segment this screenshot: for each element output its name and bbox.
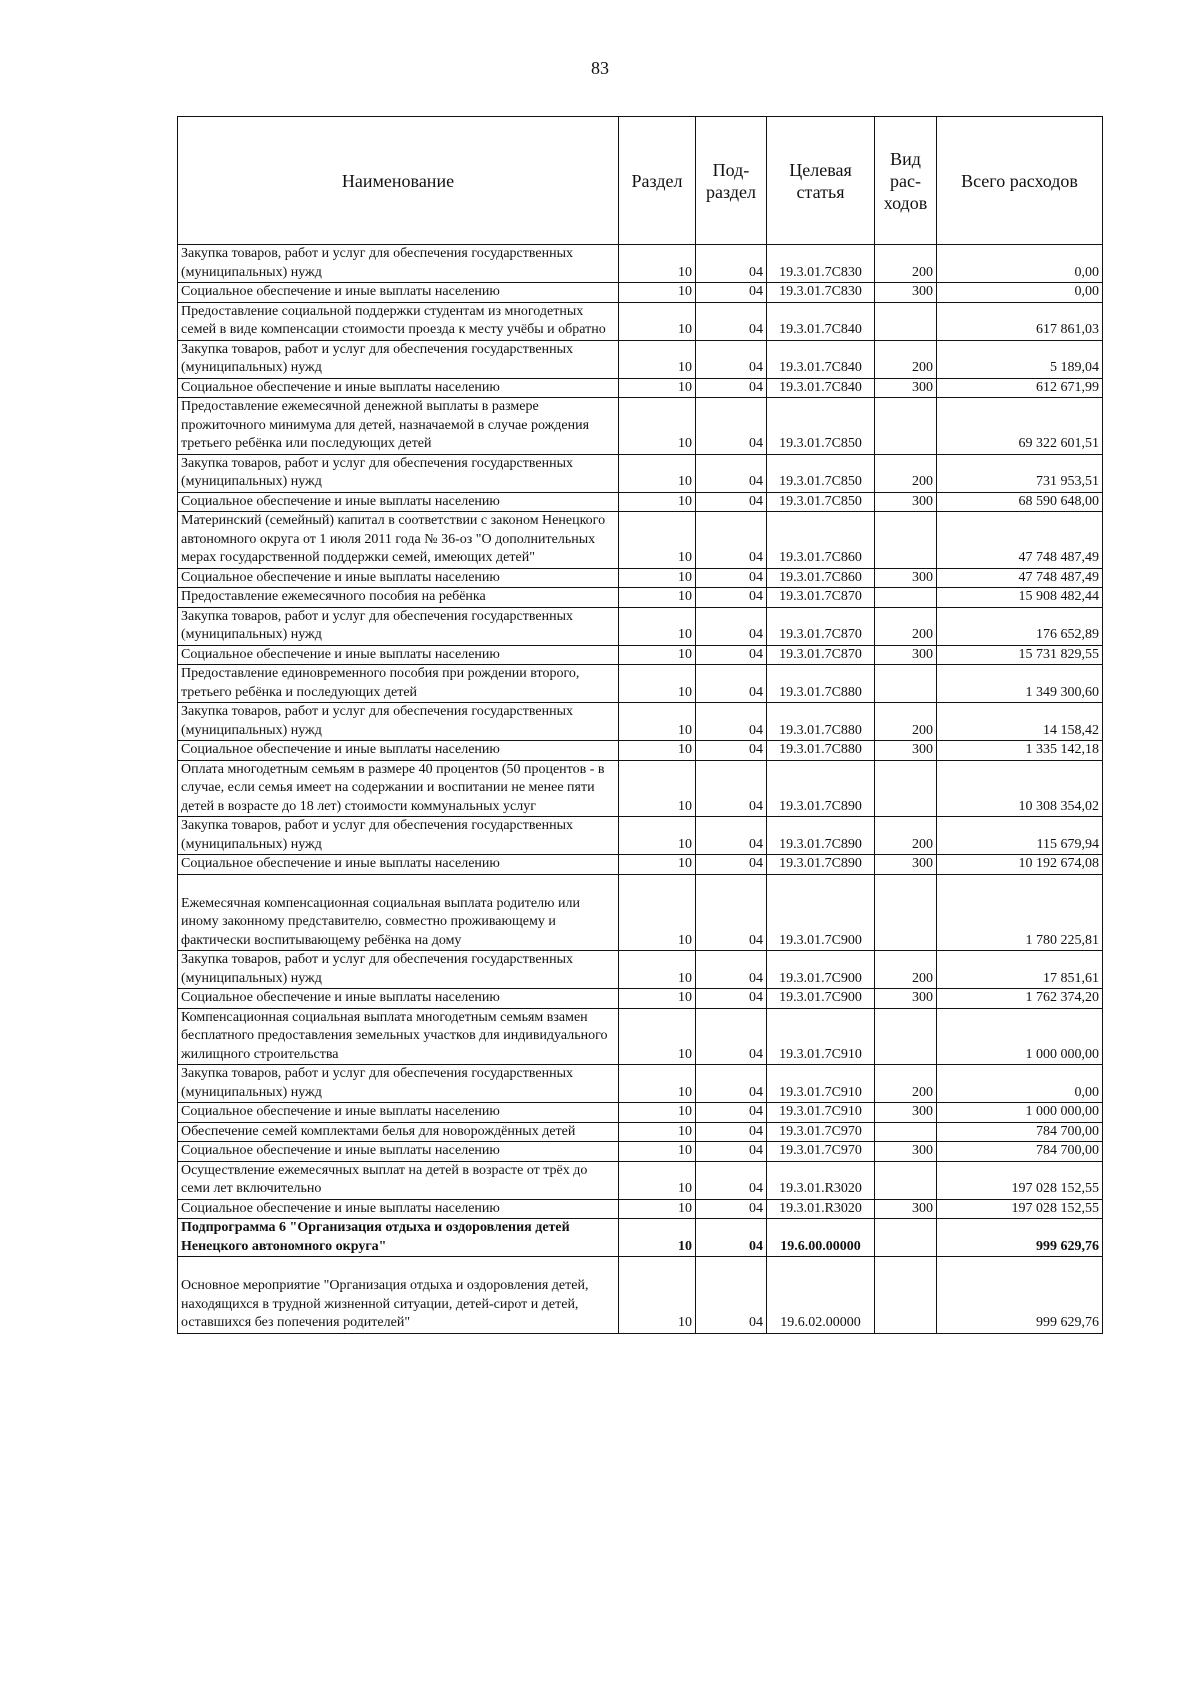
- cell-total: 1 335 142,18: [937, 741, 1103, 761]
- table-row: [178, 1122, 1103, 1142]
- cell-subsection: 04: [696, 645, 767, 665]
- cell-total: 1 762 374,20: [937, 989, 1103, 1009]
- table-row: [178, 874, 1103, 951]
- cell-type: 300: [875, 741, 937, 761]
- cell-name: Подпрограмма 6 "Организация отдыха и оздоровления детей Ненецкого автономного округа": [178, 1219, 619, 1257]
- table-row: [178, 760, 1103, 817]
- cell-type: [875, 1161, 937, 1199]
- cell-code: 19.6.00.00000: [767, 1219, 875, 1257]
- cell-total: 10 308 354,02: [937, 760, 1103, 817]
- cell-name: Закупка товаров, работ и услуг для обеспечения государственных (муниципальных) нужд: [178, 1065, 619, 1103]
- header-section: Раздел: [619, 117, 696, 245]
- cell-total: 47 748 487,49: [937, 512, 1103, 569]
- cell-name: Компенсационная социальная выплата многодетным семьям взамен бесплатного предоставления земельных участков для индивидуального жилищного строительства: [178, 1008, 619, 1065]
- cell-code: 19.3.01.7С900: [767, 989, 875, 1009]
- cell-code: 19.3.01.7С910: [767, 1103, 875, 1123]
- cell-name: Социальное обеспечение и иные выплаты населению: [178, 378, 619, 398]
- table-row: [178, 855, 1103, 875]
- cell-total: 0,00: [937, 283, 1103, 303]
- cell-name: Обеспечение семей комплектами белья для новорождённых детей: [178, 1122, 619, 1142]
- table-row: [178, 588, 1103, 608]
- cell-code: 19.3.01.7С880: [767, 665, 875, 703]
- cell-type: 200: [875, 1065, 937, 1103]
- cell-code: 19.3.01.7С850: [767, 492, 875, 512]
- cell-total: 1 349 300,60: [937, 665, 1103, 703]
- cell-total: 1 780 225,81: [937, 874, 1103, 951]
- cell-total: 731 953,51: [937, 454, 1103, 492]
- cell-total: 69 322 601,51: [937, 398, 1103, 455]
- table-row: [178, 245, 1103, 283]
- cell-subsection: 04: [696, 855, 767, 875]
- cell-name: Закупка товаров, работ и услуг для обеспечения государственных (муниципальных) нужд: [178, 340, 619, 378]
- cell-section: 10: [619, 874, 696, 951]
- cell-total: 10 192 674,08: [937, 855, 1103, 875]
- cell-section: 10: [619, 607, 696, 645]
- table-row: [178, 302, 1103, 340]
- cell-section: 10: [619, 492, 696, 512]
- cell-total: 0,00: [937, 245, 1103, 283]
- header-total: Всего расходов: [937, 117, 1103, 245]
- cell-subsection: 04: [696, 703, 767, 741]
- cell-name: Закупка товаров, работ и услуг для обеспечения государственных (муниципальных) нужд: [178, 245, 619, 283]
- cell-type: [875, 398, 937, 455]
- table-row: [178, 492, 1103, 512]
- header-expense-type: Вид рас-ходов: [875, 117, 937, 245]
- cell-total: 999 629,76: [937, 1257, 1103, 1334]
- cell-type: 200: [875, 951, 937, 989]
- cell-section: 10: [619, 741, 696, 761]
- cell-name: Социальное обеспечение и иные выплаты населению: [178, 989, 619, 1009]
- cell-code: 19.3.01.7С840: [767, 340, 875, 378]
- cell-code: 19.3.01.7С830: [767, 245, 875, 283]
- table-row: [178, 1161, 1103, 1199]
- cell-type: [875, 1008, 937, 1065]
- cell-subsection: 04: [696, 398, 767, 455]
- table-row: [178, 1065, 1103, 1103]
- cell-code: 19.3.01.7С830: [767, 283, 875, 303]
- cell-code: 19.3.01.7С850: [767, 398, 875, 455]
- cell-subsection: 04: [696, 302, 767, 340]
- cell-name: Оплата многодетным семьям в размере 40 процентов (50 процентов - в случае, если семья имеет на содержании и воспитании не менее пяти детей в возрасте до 18 лет) стоимости коммунальных услуг: [178, 760, 619, 817]
- cell-subsection: 04: [696, 1142, 767, 1162]
- cell-type: 200: [875, 340, 937, 378]
- table-row: [178, 454, 1103, 492]
- cell-code: 19.3.01.R3020: [767, 1199, 875, 1219]
- cell-total: 1 000 000,00: [937, 1008, 1103, 1065]
- table-row: [178, 1219, 1103, 1257]
- cell-type: 300: [875, 645, 937, 665]
- cell-name: Основное мероприятие "Организация отдыха и оздоровления детей, находящихся в трудной жизненной ситуации, детей-сирот и детей, оставшихся без попечения родителей": [178, 1257, 619, 1334]
- cell-section: 10: [619, 817, 696, 855]
- table-row: [178, 1257, 1103, 1334]
- cell-name: Закупка товаров, работ и услуг для обеспечения государственных (муниципальных) нужд: [178, 454, 619, 492]
- table-row: [178, 378, 1103, 398]
- cell-type: [875, 512, 937, 569]
- cell-name: Закупка товаров, работ и услуг для обеспечения государственных (муниципальных) нужд: [178, 817, 619, 855]
- table-row: [178, 607, 1103, 645]
- cell-type: [875, 1219, 937, 1257]
- cell-name: Социальное обеспечение и иные выплаты населению: [178, 283, 619, 303]
- cell-subsection: 04: [696, 1199, 767, 1219]
- cell-type: [875, 302, 937, 340]
- cell-section: 10: [619, 378, 696, 398]
- cell-section: 10: [619, 1199, 696, 1219]
- cell-section: 10: [619, 283, 696, 303]
- cell-total: 784 700,00: [937, 1142, 1103, 1162]
- cell-name: Социальное обеспечение и иные выплаты населению: [178, 1199, 619, 1219]
- cell-type: 300: [875, 1199, 937, 1219]
- cell-code: 19.3.01.7С870: [767, 645, 875, 665]
- cell-code: 19.3.01.7С840: [767, 302, 875, 340]
- cell-type: 300: [875, 378, 937, 398]
- cell-section: 10: [619, 1122, 696, 1142]
- cell-section: 10: [619, 512, 696, 569]
- table-row: [178, 989, 1103, 1009]
- cell-code: 19.3.01.7С840: [767, 378, 875, 398]
- cell-name: Предоставление социальной поддержки студентам из многодетных семей в виде компенсации стоимости проезда к месту учёбы и обратно: [178, 302, 619, 340]
- cell-type: [875, 1257, 937, 1334]
- table-row: [178, 951, 1103, 989]
- cell-name: Социальное обеспечение и иные выплаты населению: [178, 1103, 619, 1123]
- cell-total: 197 028 152,55: [937, 1199, 1103, 1219]
- cell-subsection: 04: [696, 454, 767, 492]
- cell-subsection: 04: [696, 340, 767, 378]
- table-row: [178, 340, 1103, 378]
- cell-subsection: 04: [696, 1257, 767, 1334]
- table-row: [178, 665, 1103, 703]
- header-subsection: Под-раздел: [696, 117, 767, 245]
- cell-total: 0,00: [937, 1065, 1103, 1103]
- cell-name: Социальное обеспечение и иные выплаты населению: [178, 855, 619, 875]
- cell-subsection: 04: [696, 665, 767, 703]
- cell-total: 68 590 648,00: [937, 492, 1103, 512]
- cell-total: 617 861,03: [937, 302, 1103, 340]
- cell-code: 19.3.01.7С860: [767, 512, 875, 569]
- cell-type: 200: [875, 245, 937, 283]
- header-target-article: Целевая статья: [767, 117, 875, 245]
- cell-section: 10: [619, 454, 696, 492]
- cell-subsection: 04: [696, 951, 767, 989]
- page-number: 83: [591, 58, 609, 78]
- cell-section: 10: [619, 1103, 696, 1123]
- cell-name: Материнский (семейный) капитал в соответствии с законом Ненецкого автономного округа от 1 июля 2011 года № 36-оз "О дополнительных мерах государственной поддержки семей, имеющих детей": [178, 512, 619, 569]
- cell-code: 19.3.01.7С850: [767, 454, 875, 492]
- cell-section: 10: [619, 398, 696, 455]
- cell-code: 19.3.01.7С880: [767, 703, 875, 741]
- cell-subsection: 04: [696, 1065, 767, 1103]
- cell-total: 47 748 487,49: [937, 568, 1103, 588]
- cell-name: Социальное обеспечение и иные выплаты населению: [178, 492, 619, 512]
- cell-name: Закупка товаров, работ и услуг для обеспечения государственных (муниципальных) нужд: [178, 951, 619, 989]
- cell-type: [875, 760, 937, 817]
- cell-name: Социальное обеспечение и иные выплаты населению: [178, 741, 619, 761]
- cell-total: 15 908 482,44: [937, 588, 1103, 608]
- cell-subsection: 04: [696, 512, 767, 569]
- cell-name: Закупка товаров, работ и услуг для обеспечения государственных (муниципальных) нужд: [178, 703, 619, 741]
- cell-total: 784 700,00: [937, 1122, 1103, 1142]
- cell-section: 10: [619, 340, 696, 378]
- cell-name: Предоставление ежемесячной денежной выплаты в размере прожиточного минимума для детей, назначаемой в случае рождения третьего ребёнка или последующих детей: [178, 398, 619, 455]
- cell-section: 10: [619, 645, 696, 665]
- cell-code: 19.6.02.00000: [767, 1257, 875, 1334]
- cell-subsection: 04: [696, 245, 767, 283]
- cell-section: 10: [619, 989, 696, 1009]
- cell-subsection: 04: [696, 1008, 767, 1065]
- cell-section: 10: [619, 1257, 696, 1334]
- table-row: [178, 703, 1103, 741]
- cell-code: 19.3.01.7С900: [767, 951, 875, 989]
- cell-type: 300: [875, 855, 937, 875]
- cell-section: 10: [619, 245, 696, 283]
- cell-total: 197 028 152,55: [937, 1161, 1103, 1199]
- table-row: [178, 568, 1103, 588]
- cell-code: 19.3.01.7С910: [767, 1008, 875, 1065]
- header-name: Наименование: [178, 117, 619, 245]
- cell-type: 200: [875, 607, 937, 645]
- cell-subsection: 04: [696, 283, 767, 303]
- cell-code: 19.3.01.7С970: [767, 1122, 875, 1142]
- budget-table: [177, 116, 1103, 1334]
- table-row: [178, 645, 1103, 665]
- cell-code: 19.3.01.7С910: [767, 1065, 875, 1103]
- cell-section: 10: [619, 1219, 696, 1257]
- cell-code: 19.3.01.7С870: [767, 588, 875, 608]
- cell-code: 19.3.01.7С900: [767, 874, 875, 951]
- cell-type: 200: [875, 454, 937, 492]
- cell-type: [875, 1122, 937, 1142]
- cell-total: 14 158,42: [937, 703, 1103, 741]
- cell-subsection: 04: [696, 1161, 767, 1199]
- cell-type: [875, 874, 937, 951]
- table-row: [178, 398, 1103, 455]
- cell-section: 10: [619, 855, 696, 875]
- cell-name: Социальное обеспечение и иные выплаты населению: [178, 645, 619, 665]
- table-row: [178, 741, 1103, 761]
- cell-section: 10: [619, 1065, 696, 1103]
- table-row: [178, 1008, 1103, 1065]
- cell-code: 19.3.01.7С890: [767, 760, 875, 817]
- cell-total: 999 629,76: [937, 1219, 1103, 1257]
- cell-type: 300: [875, 568, 937, 588]
- cell-subsection: 04: [696, 817, 767, 855]
- cell-section: 10: [619, 703, 696, 741]
- cell-subsection: 04: [696, 568, 767, 588]
- cell-name: Предоставление ежемесячного пособия на ребёнка: [178, 588, 619, 608]
- cell-total: 17 851,61: [937, 951, 1103, 989]
- cell-total: 5 189,04: [937, 340, 1103, 378]
- table-row: [178, 817, 1103, 855]
- cell-type: [875, 665, 937, 703]
- cell-type: 300: [875, 989, 937, 1009]
- cell-name: Социальное обеспечение и иные выплаты населению: [178, 1142, 619, 1162]
- cell-section: 10: [619, 951, 696, 989]
- cell-section: 10: [619, 568, 696, 588]
- cell-section: 10: [619, 302, 696, 340]
- cell-subsection: 04: [696, 1122, 767, 1142]
- table-row: [178, 1103, 1103, 1123]
- cell-type: [875, 588, 937, 608]
- cell-type: 200: [875, 703, 937, 741]
- cell-code: 19.3.01.7С870: [767, 607, 875, 645]
- cell-name: Предоставление единовременного пособия при рождении второго, третьего ребёнка и последующих детей: [178, 665, 619, 703]
- cell-subsection: 04: [696, 1219, 767, 1257]
- table-body: [178, 245, 1103, 1334]
- cell-subsection: 04: [696, 989, 767, 1009]
- cell-name: Осуществление ежемесячных выплат на детей в возрасте от трёх до семи лет включительно: [178, 1161, 619, 1199]
- cell-section: 10: [619, 1142, 696, 1162]
- cell-code: 19.3.01.R3020: [767, 1161, 875, 1199]
- table-row: [178, 1199, 1103, 1219]
- cell-type: 300: [875, 1103, 937, 1123]
- cell-total: 15 731 829,55: [937, 645, 1103, 665]
- cell-name: Закупка товаров, работ и услуг для обеспечения государственных (муниципальных) нужд: [178, 607, 619, 645]
- cell-code: 19.3.01.7С970: [767, 1142, 875, 1162]
- table-header-row: [178, 117, 1103, 245]
- cell-section: 10: [619, 665, 696, 703]
- cell-total: 1 000 000,00: [937, 1103, 1103, 1123]
- cell-section: 10: [619, 1161, 696, 1199]
- cell-type: 200: [875, 817, 937, 855]
- cell-total: 176 652,89: [937, 607, 1103, 645]
- cell-type: 300: [875, 492, 937, 512]
- table-row: [178, 512, 1103, 569]
- cell-name: Ежемесячная компенсационная социальная выплата родителю или иному законному представителю, совместно проживающему и фактически воспитывающему ребёнка на дому: [178, 874, 619, 951]
- cell-code: 19.3.01.7С890: [767, 855, 875, 875]
- cell-type: 300: [875, 283, 937, 303]
- cell-name: Социальное обеспечение и иные выплаты населению: [178, 568, 619, 588]
- cell-section: 10: [619, 588, 696, 608]
- cell-subsection: 04: [696, 607, 767, 645]
- cell-subsection: 04: [696, 874, 767, 951]
- cell-subsection: 04: [696, 741, 767, 761]
- cell-subsection: 04: [696, 378, 767, 398]
- cell-section: 10: [619, 1008, 696, 1065]
- cell-code: 19.3.01.7С860: [767, 568, 875, 588]
- cell-type: 300: [875, 1142, 937, 1162]
- cell-subsection: 04: [696, 1103, 767, 1123]
- cell-subsection: 04: [696, 588, 767, 608]
- cell-subsection: 04: [696, 760, 767, 817]
- cell-code: 19.3.01.7С880: [767, 741, 875, 761]
- cell-subsection: 04: [696, 492, 767, 512]
- table-row: [178, 1142, 1103, 1162]
- cell-section: 10: [619, 760, 696, 817]
- cell-total: 115 679,94: [937, 817, 1103, 855]
- cell-code: 19.3.01.7С890: [767, 817, 875, 855]
- cell-total: 612 671,99: [937, 378, 1103, 398]
- table-row: [178, 283, 1103, 303]
